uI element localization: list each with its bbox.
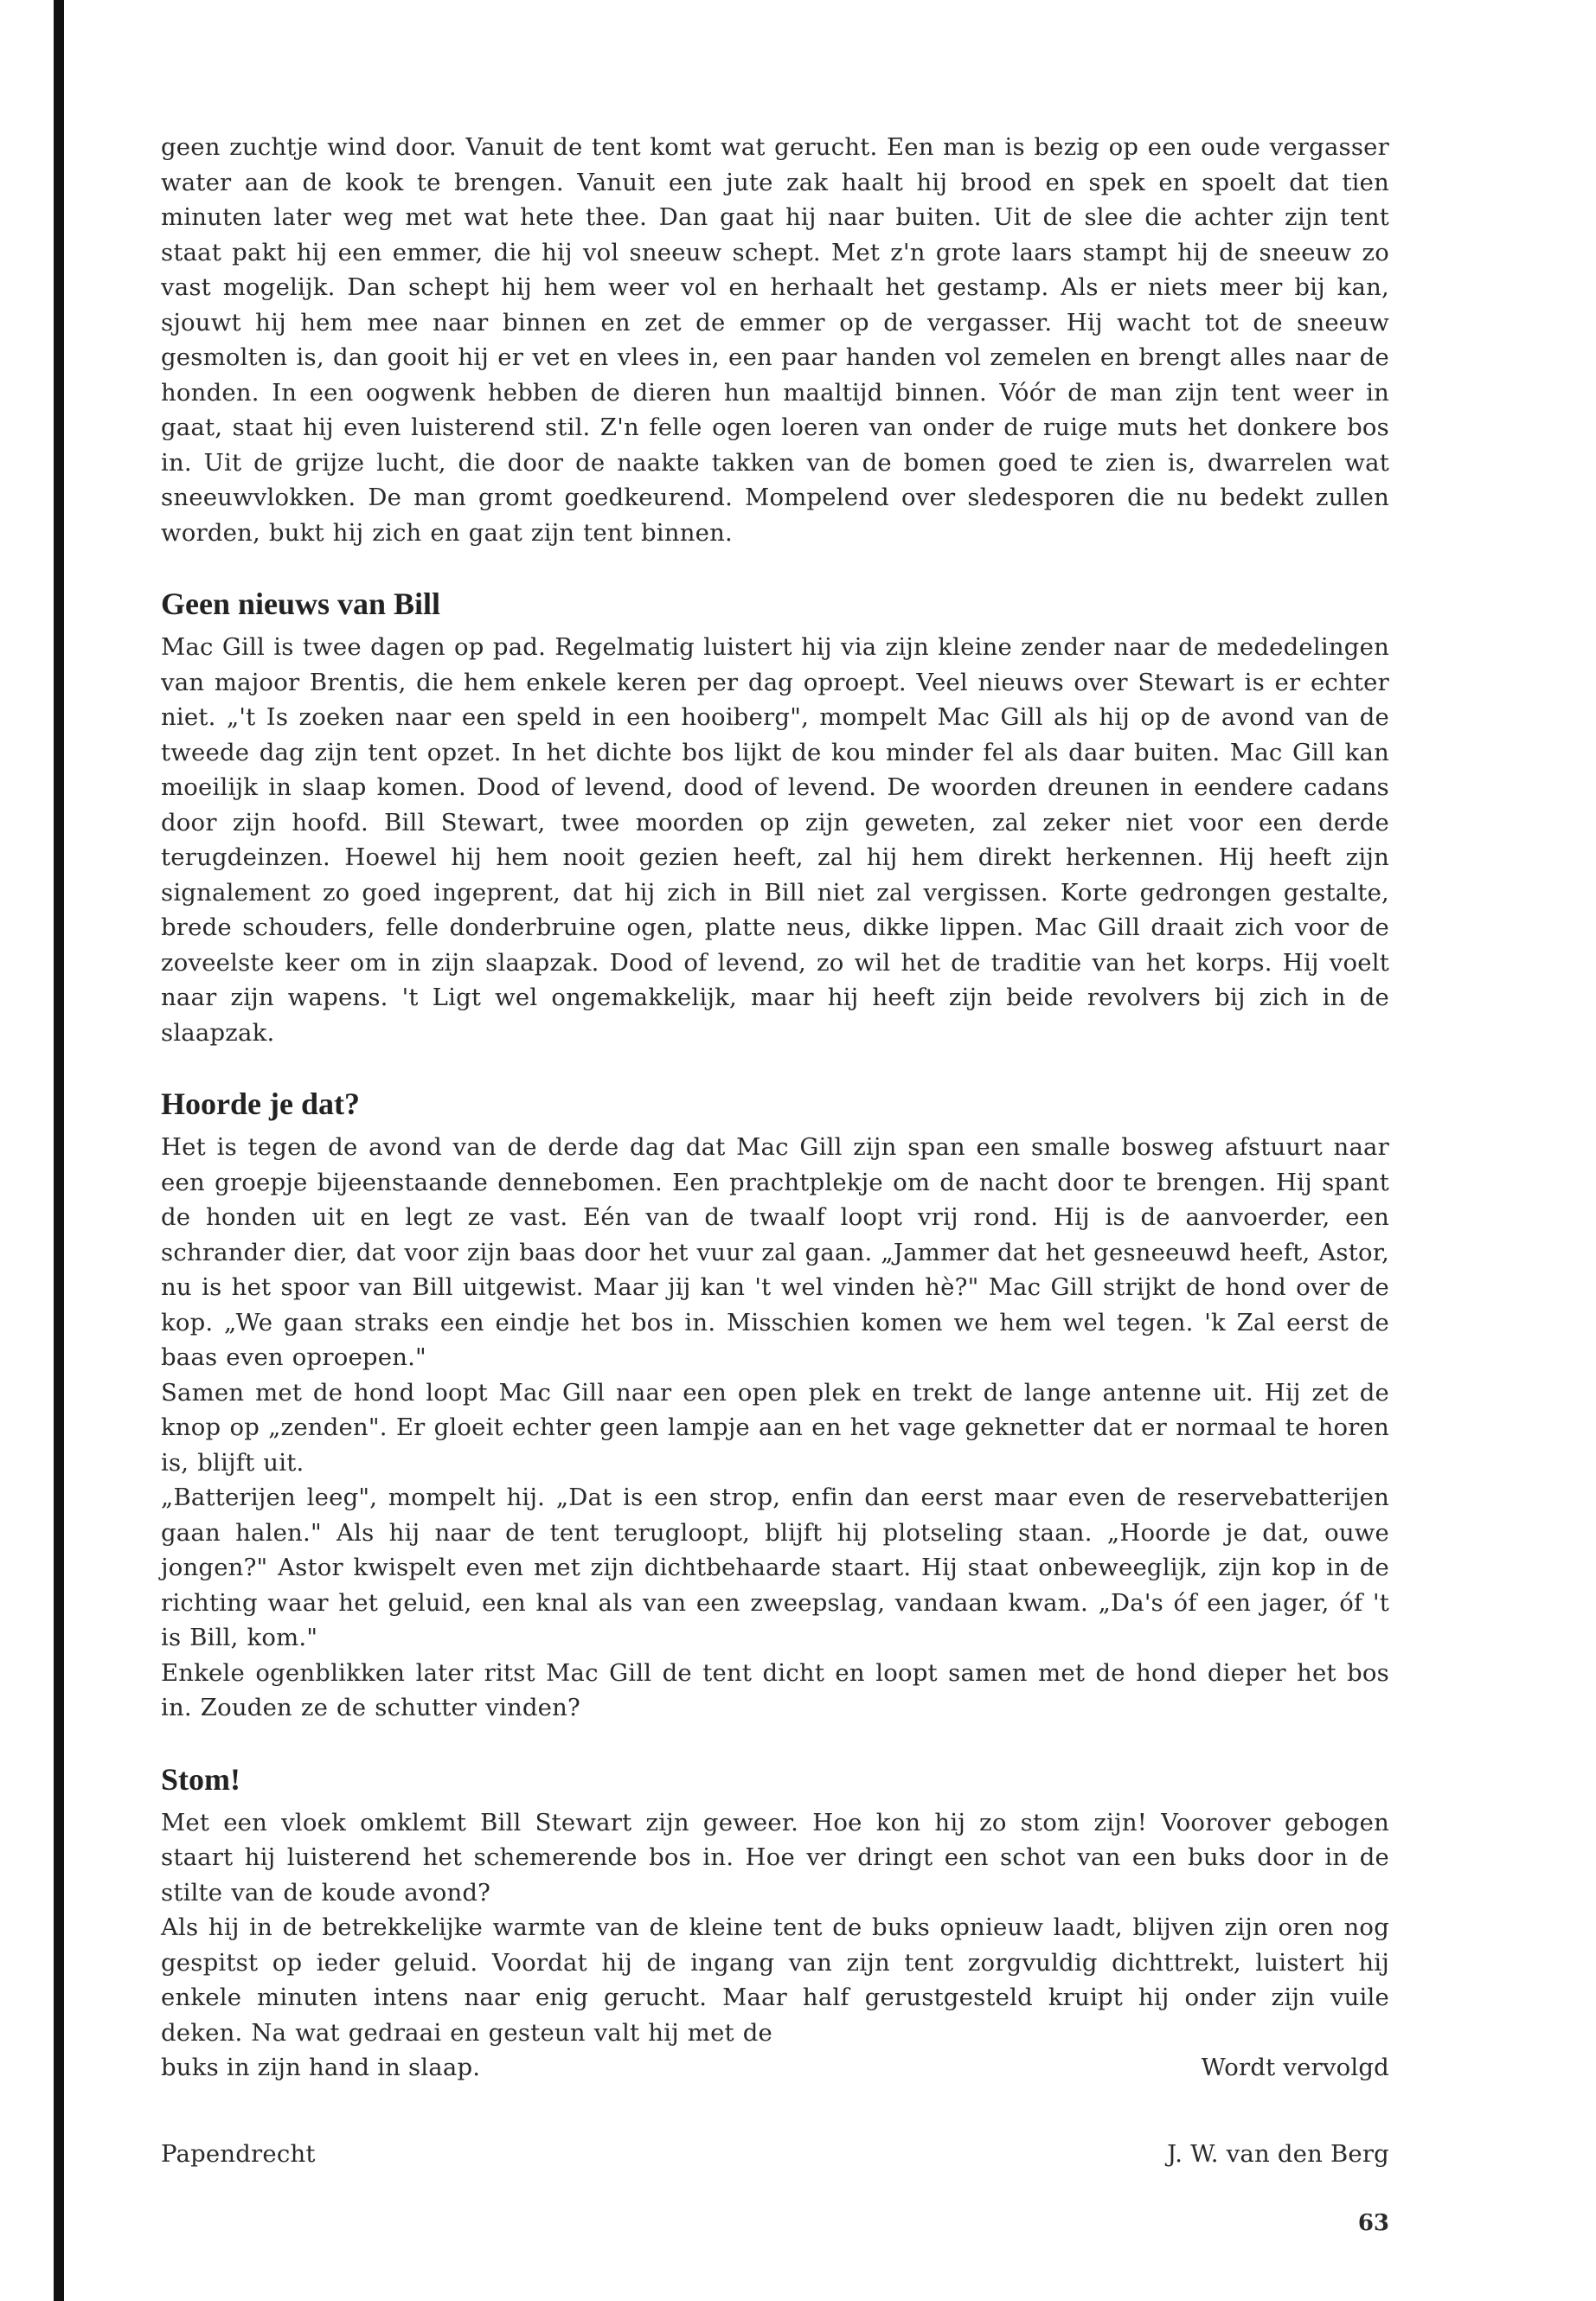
section-heading-stom: Stom! [161,1761,240,1797]
section2-paragraph-2: Samen met de hond loopt Mac Gill naar een open plek en trekt de lange antenne uit. Hij zet de knop op „zenden". Er gloeit echter geen lampje aan en het vage geknetter dat er normaal te horen is, blijft uit. [161,1378,1389,1477]
page-number: 63 [1357,2210,1389,2236]
place-name: Papendrecht [161,2140,316,2168]
section2-paragraph-3: „Batterijen leeg", mompelt hij. „Dat is een strop, enfin dan eerst maar even de reservebatterijen gaan halen." Als hij naar de tent terugloopt, blijft hij plotseling staan. „Hoorde je dat, ouwe jongen?" Astor kwispelt even met zijn dichtbehaarde staart. Hij staat onbeweeglijk, zijn kop in de richting waar het geluid, een knal als van een zweepslag, vandaan kwam. „Da's óf een jager, óf 't is Bill, kom." [161,1484,1389,1651]
section3-paragraph-2: Als hij in de betrekkelijke warmte van de kleine tent de buks opnieuw laadt, blijven zijn oren nog gespitst op ieder geluid. Voordat hij de ingang van zijn tent zorgvuldig dichttrekt, luistert hij enkele minuten intens naar enig gerucht. Maar half gerustgesteld kruipt hij onder zijn vuile deken. Na wat gedraai en gesteun valt hij met de [161,1913,1389,2047]
section-heading-hoorde-je-dat: Hoorde je dat? [161,1086,360,1121]
section-heading-geen-nieuws: Geen nieuws van Bill [161,586,441,621]
article [161,130,1389,2086]
author-name: J. W. van den Berg [1167,2140,1389,2168]
final-sentence: buks in zijn hand in slaap. [161,2054,481,2081]
section1-paragraph: Mac Gill is twee dagen op pad. Regelmatig luistert hij via zijn kleine zender naar de mededelingen van majoor Brentis, die hem enkele keren per dag oproept. Veel nieuws over Stewart is er echter niet. „'t Is zoeken naar een speld in een hooiberg", mompelt Mac Gill als hij op de avond van de tweede dag zijn tent opzet. In het dichte bos lijkt de kou minder fel als daar buiten. Mac Gill kan moeilijk in slaap komen. Dood of levend, dood of levend. De woorden dreunen in eendere cadans door zijn hoofd. Bill Stewart, twee moorden op zijn geweten, zal zeker niet voor een derde terugdeinzen. Hoewel hij hem nooit gezien heeft, zal hij hem direkt herkennen. Hij heeft zijn signalement zo goed ingeprent, dat hij zich in Bill niet zal vergissen. Korte gedrongen gestalte, brede schouders, felle donderbruine ogen, platte neus, dikke lippen. Mac Gill draait zich voor de zoveelste keer om in zijn slaapzak. Dood of levend, zo wil het de traditie van het korps. Hij voelt naar zijn wapens. 't Ligt wel ongemakkelijk, maar hij heeft zijn beide revolvers bij zich in de slaapzak. [161,633,1389,1047]
section2-paragraph-4: Enkele ogenblikken later ritst Mac Gill de tent dicht en loopt samen met de hond dieper het bos in. Zouden ze de schutter vinden? [161,1658,1389,1721]
to-be-continued: Wordt vervolgd [1201,2054,1389,2081]
intro-paragraph: geen zuchtje wind door. Vanuit de tent komt wat gerucht. Een man is bezig op een oude vergasser water aan de kook te brengen. Vanuit een jute zak haalt hij brood en spek en spoelt dat tien minuten later weg met wat hete thee. Dan gaat hij naar buiten. Uit de slee die achter zijn tent staat pakt hij een emmer, die hij vol sneeuw schept. Met z'n grote laars stampt hij de sneeuw zo vast mogelijk. Dan schept hij hem weer vol en herhaalt het gestamp. Als er niets meer bij kan, sjouwt hij hem mee naar binnen en zet de emmer op de vergasser. Hij wacht tot de sneeuw gesmolten is, dan gooit hij er vet en vlees in, een paar handen vol zemelen en brengt alles naar de honden. In een oogwenk hebben de dieren hun maaltijd binnen. Vóór de man zijn tent weer in gaat, staat hij even luisterend stil. Z'n felle ogen loeren van onder de ruige muts het donkere bos in. Uit de grijze lucht, die door de naakte takken van de bomen goed te zien is, dwarrelen wat sneeuwvlokken. De man gromt goedkeurend. Mompelend over sledesporen die nu bedekt zullen worden, bukt hij zich en gaat zijn tent binnen. [161,133,1389,547]
section3-paragraph-1: Met een vloek omklemt Bill Stewart zijn geweer. Hoe kon hij zo stom zijn! Voorover gebogen staart hij luisterend het schemerende bos in. Hoe ver dringt een schot van een buks door in de stilte van de koude avond? [161,1808,1389,1907]
signature-line [161,2137,1389,2171]
page-binding-edge [54,0,64,2301]
section2-paragraph-1: Het is tegen de avond van de derde dag dat Mac Gill zijn span een smalle bosweg afstuurt naar een groepje bijeenstaande dennebomen. Een prachtplekje om de nacht door te brengen. Hij spant de honden uit en legt ze vast. Eén van de twaalf loopt vrij rond. Hij is de aanvoerder, een schrander dier, dat voor zijn baas door het vuur zal gaan. „Jammer dat het gesneeuwd heeft, Astor, nu is het spoor van Bill uitgewist. Maar jij kan 't wel vinden hè?" Mac Gill strijkt de hond over de kop. „We gaan straks een eindje het bos in. Misschien komen we hem wel tegen. 'k Zal eerst de baas even oproepen." [161,1133,1390,1371]
section3-final-line [161,2050,1389,2086]
